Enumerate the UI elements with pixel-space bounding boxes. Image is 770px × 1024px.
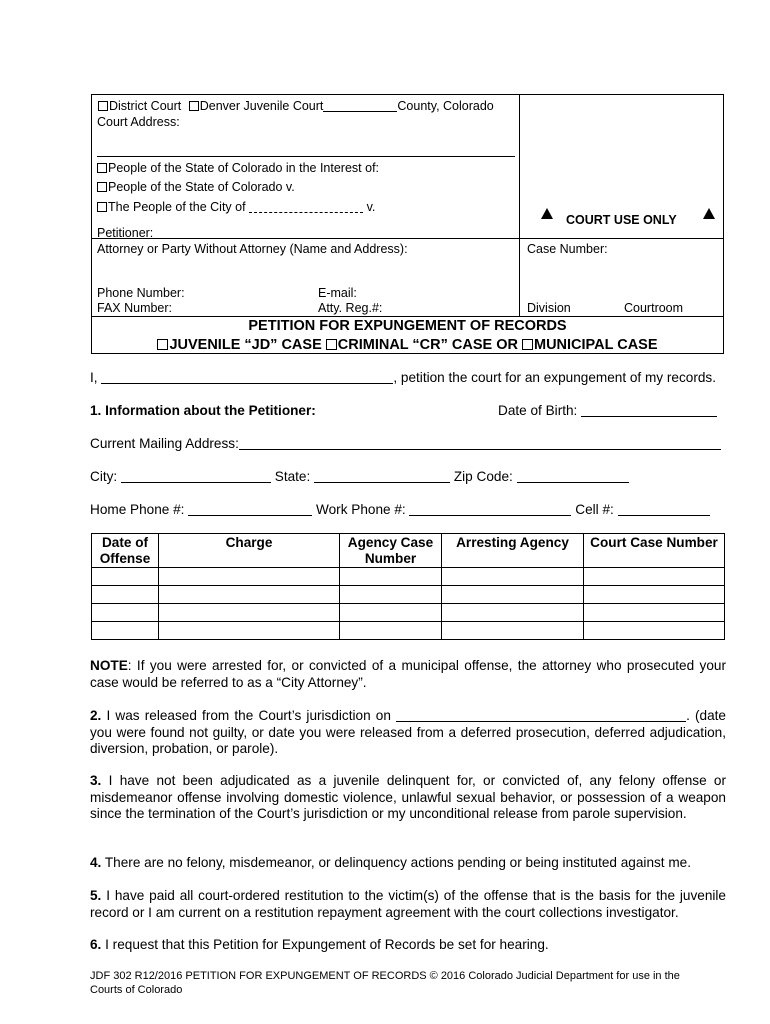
header-date-of-offense: Date of Offense (92, 534, 159, 568)
table-cell[interactable] (442, 568, 584, 586)
item-5-paragraph (90, 888, 726, 921)
table-cell[interactable] (584, 568, 725, 586)
municipal-case-label: MUNICIPAL CASE (534, 337, 658, 353)
zip-field[interactable] (517, 469, 629, 483)
county-field[interactable] (323, 98, 397, 112)
cell-field[interactable] (618, 502, 710, 516)
note-label: NOTE (90, 658, 128, 673)
item-2-number: 2. (90, 708, 102, 723)
note-paragraph (90, 658, 726, 691)
intro-line (90, 370, 716, 385)
table-cell[interactable] (159, 568, 340, 586)
table-cell[interactable] (92, 568, 159, 586)
triangle-up-icon (703, 208, 715, 219)
item-6-number: 6. (90, 937, 102, 952)
table-row (92, 568, 725, 586)
item-4-number: 4. (90, 855, 102, 870)
triangle-up-icon (541, 208, 553, 219)
item-3-paragraph (90, 773, 726, 823)
attorney-label: Attorney or Party Without Attorney (Name and Address): (97, 242, 408, 256)
table-cell[interactable] (584, 622, 725, 640)
mailing-label: Current Mailing Address: (90, 436, 239, 451)
item-5-number: 5. (90, 888, 102, 903)
table-row (92, 586, 725, 604)
state-label: State: (274, 469, 311, 484)
dob-field[interactable] (581, 403, 717, 417)
party-option-interest (97, 161, 379, 175)
petitioner-label: Petitioner: (97, 226, 154, 240)
district-court-label: District Court (109, 99, 182, 113)
party-city-label: The People of the City of (108, 200, 246, 214)
home-phone-label: Home Phone #: (90, 502, 185, 517)
dob-row (498, 403, 717, 418)
header-arresting-agency: Arresting Agency (442, 534, 584, 568)
mailing-address-field[interactable] (239, 436, 721, 450)
table-cell[interactable] (442, 604, 584, 622)
table-cell[interactable] (340, 604, 442, 622)
home-phone-field[interactable] (188, 502, 312, 516)
case-number-label: Case Number: (527, 242, 608, 256)
party-state-label: People of the State of Colorado v. (108, 180, 295, 194)
table-cell[interactable] (442, 622, 584, 640)
caption-divider-title (91, 316, 724, 317)
page-title: PETITION FOR EXPUNGEMENT OF RECORDS (248, 318, 567, 334)
intro-prefix: I, (90, 370, 98, 385)
juvenile-case-checkbox[interactable] (157, 339, 168, 350)
party-interest-checkbox[interactable] (97, 163, 107, 173)
table-cell[interactable] (159, 622, 340, 640)
item-6-text: I request that this Petition for Expungement of Records be set for hearing. (101, 937, 549, 952)
intro-suffix: , petition the court for an expungement of my records. (393, 370, 716, 385)
work-phone-label: Work Phone #: (316, 502, 406, 517)
court-address-label: Court Address: (97, 115, 180, 129)
cell-label: Cell #: (575, 502, 614, 517)
zip-label: Zip Code: (453, 469, 513, 484)
note-text: : If you were arrested for, or convicted of a municipal offense, the attorney who prosecuted your case would be referred to as a “City Attorney”. (90, 658, 726, 690)
work-phone-field[interactable] (409, 502, 571, 516)
case-type-selector (91, 337, 724, 353)
item-2-text-post: . (date you were found not guilty, or date you were released from a deferred prosecution, deferred adjudication, diversion, probation, or parole). (90, 708, 726, 756)
section1-heading: 1. Information about the Petitioner: (90, 403, 316, 418)
item-3-number: 3. (90, 773, 102, 788)
municipal-case-checkbox[interactable] (522, 339, 533, 350)
caption-divider-attorney (91, 238, 724, 239)
party-option-state (97, 180, 295, 194)
table-row (92, 604, 725, 622)
criminal-case-checkbox[interactable] (326, 339, 337, 350)
item-2-text-pre: I was released from the Court’s jurisdiction on (101, 708, 397, 723)
court-address-line (97, 156, 515, 157)
table-cell[interactable] (159, 586, 340, 604)
caption-vertical-divider (519, 94, 520, 316)
city-state-zip-row (90, 469, 629, 484)
courtroom-label: Courtroom (624, 301, 684, 315)
table-cell[interactable] (92, 622, 159, 640)
city-label: City: (90, 469, 118, 484)
offense-table (91, 533, 725, 640)
header-charge: Charge (159, 534, 340, 568)
party-option-city (97, 199, 375, 214)
city-field[interactable] (121, 469, 271, 483)
phones-row (90, 502, 710, 517)
court-selector (98, 98, 494, 113)
header-agency-case-number: Agency Case Number (340, 534, 442, 568)
table-cell[interactable] (584, 586, 725, 604)
table-cell[interactable] (340, 586, 442, 604)
city-name-field[interactable] (249, 199, 363, 213)
table-cell[interactable] (92, 604, 159, 622)
court-use-only-label: COURT USE ONLY (566, 213, 677, 227)
table-cell[interactable] (340, 622, 442, 640)
item-6-paragraph (90, 937, 726, 954)
item-4-text: There are no felony, misdemeanor, or delinquency actions pending or being instituted against me. (101, 855, 692, 870)
item-4-paragraph (90, 855, 726, 872)
table-row (92, 622, 725, 640)
footer-line-2: Courts of Colorado (90, 984, 183, 996)
city-v-label: v. (366, 200, 376, 214)
party-city-checkbox[interactable] (97, 202, 107, 212)
footer-line-1: JDF 302 R12/2016 PETITION FOR EXPUNGEMENT OF RECORDS © 2016 Colorado Judicial Department for use in the (90, 970, 680, 982)
table-cell[interactable] (92, 586, 159, 604)
offense-table-header (92, 534, 725, 568)
fax-label: FAX Number: (97, 301, 173, 315)
item-5-text: I have paid all court-ordered restitution to the victim(s) of the offense that is the basis for the juvenile record or I am current on a restitution repayment agreement with the court collections investigator. (90, 888, 726, 920)
atty-reg-label: Atty. Reg.#: (318, 301, 383, 315)
table-cell[interactable] (340, 568, 442, 586)
table-cell[interactable] (159, 604, 340, 622)
phone-label: Phone Number: (97, 286, 185, 300)
petitioner-name-field[interactable] (101, 370, 393, 384)
division-label: Division (527, 301, 571, 315)
table-cell[interactable] (442, 586, 584, 604)
county-suffix: County, Colorado (397, 99, 494, 113)
criminal-case-label: CRIMINAL “CR” CASE OR (337, 337, 518, 353)
item-3-text: I have not been adjudicated as a juvenile delinquent for, or convicted of, any felony offense or misdemeanor offense involving domestic violence, unlawful sexual behavior, or possession of a weapon since the termination of the Court’s jurisdiction or my unconditional release from parole supervision. (90, 773, 726, 821)
state-field[interactable] (314, 469, 450, 483)
dob-label: Date of Birth: (498, 403, 578, 418)
header-court-case-number: Court Case Number (584, 534, 725, 568)
denver-juvenile-label: Denver Juvenile Court (199, 99, 324, 113)
item-2-paragraph (90, 708, 726, 758)
mailing-row (90, 436, 721, 451)
email-label: E-mail: (318, 286, 357, 300)
table-cell[interactable] (584, 604, 725, 622)
party-interest-label: People of the State of Colorado in the Interest of: (108, 161, 380, 175)
denver-juvenile-checkbox[interactable] (189, 101, 199, 111)
release-date-field[interactable] (396, 709, 686, 722)
party-state-checkbox[interactable] (97, 182, 107, 192)
district-court-checkbox[interactable] (98, 101, 108, 111)
juvenile-case-label: JUVENILE “JD” CASE (169, 337, 322, 353)
